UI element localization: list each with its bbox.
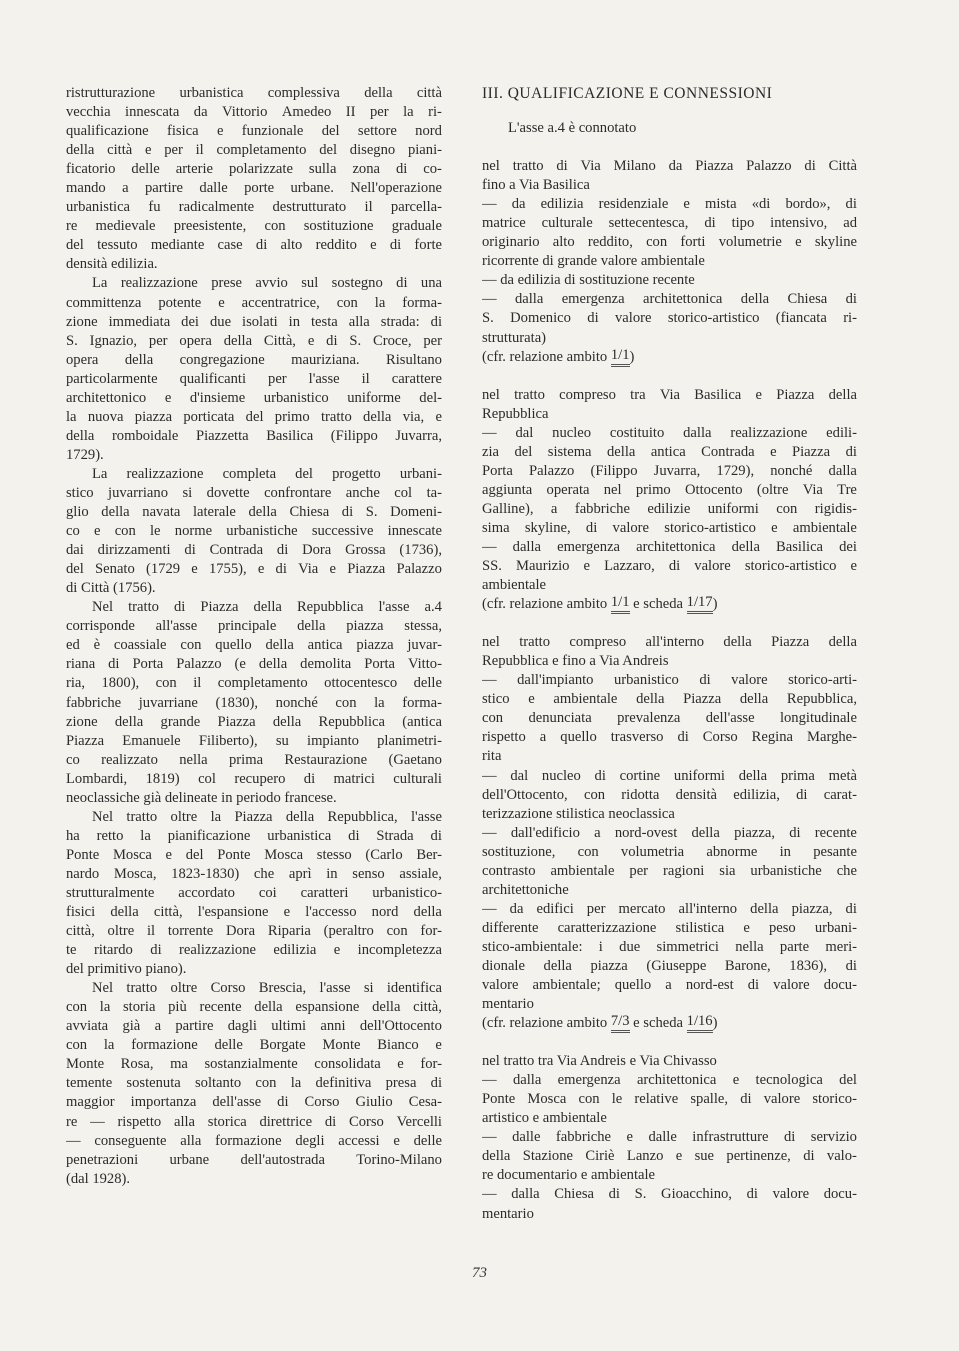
text-line: corrisponde all'asse principale della piazza stessa, [66, 618, 442, 635]
text-line: fabbriche juvarriane (1830), nonché con la forma- [66, 694, 442, 711]
text-line: del Senato (1729 e 1755), e di Via e Piazza Palazzo [66, 561, 442, 578]
text-line: Ponte Mosca con le relative spalle, di valore storico- [482, 1091, 857, 1108]
text-line: te ritardo di realizzazione edilizia e incompletezza [66, 942, 442, 959]
text-line: opera della congregazione mauriziana. Risultano [66, 351, 442, 368]
text-line: Nel tratto oltre Corso Brescia, l'asse si identifica [92, 980, 442, 997]
text-line: temente sostenuta soltanto con la definitiva presa di [66, 1075, 442, 1092]
text-line: mentario [482, 996, 534, 1013]
reference-text: (cfr. relazione ambito [482, 596, 611, 613]
text-line: Ponte Mosca e del Ponte Mosca stesso (Carlo Ber- [66, 846, 442, 863]
reference-code: 1/16 [687, 1014, 713, 1033]
text-line: Monte Rosa, ma sostanzialmente consolidata e for- [66, 1056, 442, 1073]
text-line: — da edifici per mercato all'interno della piazza, di [482, 900, 857, 917]
reference-text: ) [712, 596, 718, 613]
text-line: qualificazione fisica e funzionale del settore nord [66, 123, 442, 140]
text-line: — da edilizia residenziale e mista «di bordo», di [482, 196, 857, 213]
text-line: — da edilizia di sostituzione recente [482, 272, 695, 289]
text-line: co e con le norme urbanistiche successive innescate [66, 523, 442, 540]
text-line: — dalla Chiesa di S. Gioacchino, di valore docu- [482, 1186, 857, 1203]
text-line: committenza potente e accentratrice, con la forma- [66, 294, 442, 311]
text-line: della città e per il completamento del disegno piani- [66, 142, 442, 159]
text-line: valore ambientale; quello a nord-est di valore docu- [482, 977, 857, 994]
text-line: Lombardi, 1819) col recupero di matrici culturali [66, 770, 442, 787]
text-line: ficatorio delle arterie polarizzate sulla zona di co- [66, 161, 442, 178]
text-line: Nel tratto oltre la Piazza della Repubblica, l'asse [92, 808, 442, 825]
section-intro: L'asse a.4 è connotato [508, 120, 637, 137]
text-line: rita [482, 748, 502, 765]
text-line: stico juvarriano si dovette confrontare anche col ta- [66, 484, 442, 501]
text-line: penetrazioni urbane dell'autostrada Torino-Milano [66, 1151, 442, 1168]
text-line: città, oltre il torrente Dora Riparia (peraltro con for- [66, 923, 442, 940]
reference-text: (cfr. relazione ambito [482, 1015, 611, 1032]
text-line: zione immediata dei due isolati in testa alla strada: di [66, 313, 442, 330]
text-line: stico e ambientale della Piazza della Repubblica, [482, 691, 857, 708]
text-line: aggiunta operata nel primo Ottocento (oltre Via Tre [482, 481, 857, 498]
text-line: sostituzione, con volumetria abnorme in pesante [482, 843, 857, 860]
reference-text: ) [712, 1015, 718, 1032]
text-line: con la formazione delle Borgate Monte Bianco e [66, 1037, 442, 1054]
text-line: Porta Palazzo (Filippo Juvarra, 1729), nonché dalla [482, 462, 857, 479]
text-line: 1729). [66, 446, 104, 463]
text-line: differente caratterizzazione stilistica e peso urbani- [482, 919, 857, 936]
text-line: architettonico e d'insieme urbanistico uniforme del- [66, 389, 442, 406]
text-line: — dal nucleo di cortine uniformi della prima metà [482, 767, 857, 784]
text-line: ricorrente di grande valore ambientale [482, 253, 705, 270]
text-line [482, 595, 857, 614]
text-line: re documentario e ambientale [482, 1167, 656, 1184]
text-line: glio della navata laterale della Chiesa di S. Domeni- [66, 504, 442, 521]
reference-text: (cfr. relazione ambito [482, 348, 611, 365]
text-line: matrice culturale settecentesca, di tipo intensivo, ad [482, 215, 857, 232]
text-line: dai dirizzamenti di Contrada di Dora Grossa (1736), [66, 542, 442, 559]
reference-text: e scheda [629, 1015, 687, 1032]
text-line: della romboidale Piazzetta Basilica (Filippo Juvarra, [66, 427, 442, 444]
reference-code: 1/1 [611, 348, 630, 367]
text-line: riana di Porta Palazzo (e della demolita Porta Vitto- [66, 656, 442, 673]
text-line: S. Ignazio, per opera della Città, e di S. Croce, per [66, 332, 442, 349]
text-line: mando a partire dalle porte urbane. Nell'operazione [66, 180, 442, 197]
text-line [482, 1014, 857, 1033]
reference-code: 1/17 [687, 595, 713, 614]
text-line: Piazza Emanuele Filiberto), su impianto planimetri- [66, 732, 442, 749]
text-line: — dal nucleo costituito dalla realizzazione edili- [482, 424, 857, 441]
text-line: Nel tratto di Piazza della Repubblica l'asse a.4 [92, 599, 442, 616]
text-line: neoclassiche già delineate in periodo francese. [66, 789, 337, 806]
text-line: — dalle fabbriche e dalle infrastrutture di servizio [482, 1129, 857, 1146]
text-line: sima skyline, di valore storico-artistico e ambientale [482, 519, 857, 536]
page-number: 73 [472, 1265, 487, 1281]
text-line: mentario [482, 1205, 534, 1222]
text-line: strutturalmente accordato coi caratteri urbanistico- [66, 884, 442, 901]
text-line: — conseguente alla formazione degli accessi e delle [66, 1132, 442, 1149]
text-line: avviata già a partire dagli ultimi anni dell'Ottocento [66, 1018, 442, 1035]
text-line: La realizzazione completa del progetto urbani- [92, 465, 442, 482]
text-line: stico-ambientale: i due simmetrici nella parte meri- [482, 938, 857, 955]
text-line: Galline), a fabbriche edilizie uniformi con rigidis- [482, 500, 857, 517]
text-line: dionale della piazza (Giuseppe Barone, 1836), di [482, 957, 857, 974]
text-line: re — rispetto alla storica direttrice di Corso Vercelli [66, 1113, 442, 1130]
text-line: del tessuto mediante case di alto reddito e di forte [66, 237, 442, 254]
text-line: fino a Via Basilica [482, 177, 590, 194]
text-line: dell'Ottocento, con ridotta densità edilizia, di carat- [482, 786, 857, 803]
text-line: contrasto ambientale per ragioni sia urbanistiche che [482, 862, 857, 879]
reference-code: 7/3 [611, 1014, 630, 1033]
text-line: nel tratto tra Via Andreis e Via Chivasso [482, 1053, 717, 1070]
text-line: zione della grande Piazza della Repubblica (antica [66, 713, 442, 730]
right-column [482, 84, 857, 1224]
text-line: densità edilizia. [66, 256, 158, 273]
text-line: — dalla emergenza architettonica della Chiesa di [482, 291, 857, 308]
text-line: originario alto reddito, con forti volumetrie e skyline [482, 234, 857, 251]
text-line: — dalla emergenza architettonica e tecnologica del [482, 1072, 857, 1089]
text-line: con denunciata prevalenza dell'asse longitudinale [482, 710, 857, 727]
text-line: ambientale [482, 577, 547, 594]
reference-code: 1/1 [611, 595, 630, 614]
text-line: maggior importanza dell'asse di Corso Giulio Cesa- [66, 1094, 442, 1111]
text-line: con la storia più recente della espansione della città, [66, 999, 442, 1016]
text-line: — dall'edificio a nord-ovest della piazza, di recente [482, 824, 857, 841]
text-line: La realizzazione prese avvio sul sostegno di una [92, 275, 442, 292]
text-line: nel tratto compreso tra Via Basilica e Piazza della [482, 386, 857, 403]
text-line: nel tratto compreso all'interno della Piazza della [482, 634, 857, 651]
text-line: re medievale preesistente, con sostituzione graduale [66, 218, 442, 235]
text-line [482, 348, 857, 367]
text-line: particolarmente qualificanti per l'asse il carattere [66, 370, 442, 387]
text-line: — dalla emergenza architettonica della Basilica dei [482, 538, 857, 555]
text-line: ed è coassiale con quello della antica piazza juvar- [66, 637, 442, 654]
text-line: ria, 1800), con il completamento ottocentesco delle [66, 675, 442, 692]
text-line: nel tratto di Via Milano da Piazza Palazzo di Città [482, 158, 857, 175]
text-line: architettoniche [482, 881, 569, 898]
text-line: vecchia innescata da Vittorio Amedeo II per la ri- [66, 104, 442, 121]
text-line: Repubblica e fino a Via Andreis [482, 653, 669, 670]
text-line: — dall'impianto urbanistico di valore storico-arti- [482, 672, 857, 689]
text-line: la nuova piazza porticata del primo tratto della via, e [66, 408, 442, 425]
text-line: co realizzato nella prima Restaurazione (Gaetano [66, 751, 442, 768]
section-heading: III. QUALIFICAZIONE E CONNESSIONI [482, 85, 773, 102]
text-line: ha retto la pianificazione urbanistica di Strada di [66, 827, 442, 844]
text-line: del primitivo piano). [66, 961, 187, 978]
reference-text: ) [629, 348, 635, 365]
text-line: artistico e ambientale [482, 1110, 607, 1127]
text-line: ristrutturazione urbanistica complessiva della città [66, 85, 442, 101]
text-line: della Stazione Ciriè Lanzo e sue pertinenze, di valo- [482, 1148, 857, 1165]
text-line: nardo Mosca, 1823-1830) che aprì in senso assiale, [66, 865, 442, 882]
text-line: SS. Maurizio e Lazzaro, di valore storico-artistico e [482, 558, 857, 575]
text-line: Repubblica [482, 405, 549, 422]
text-line: urbanistica fu radicalmente destrutturato il parcella- [66, 199, 442, 216]
left-column [66, 84, 442, 1189]
text-line: rispetto a quello trasverso di Corso Regina Marghe- [482, 729, 857, 746]
text-line: fisici della città, l'espansione e l'accesso nord della [66, 904, 442, 921]
text-line: strutturata) [482, 329, 547, 346]
text-line: terizzazione stilistica neoclassica [482, 805, 675, 822]
section-body [482, 157, 857, 1223]
text-line: (dal 1928). [66, 1170, 131, 1187]
reference-text: e scheda [629, 596, 687, 613]
text-line: zia del sistema della antica Contrada e Piazza di [482, 443, 857, 460]
text-line: S. Domenico di valore storico-artistico (fiancata ri- [482, 310, 857, 327]
text-line: di Città (1756). [66, 580, 156, 597]
